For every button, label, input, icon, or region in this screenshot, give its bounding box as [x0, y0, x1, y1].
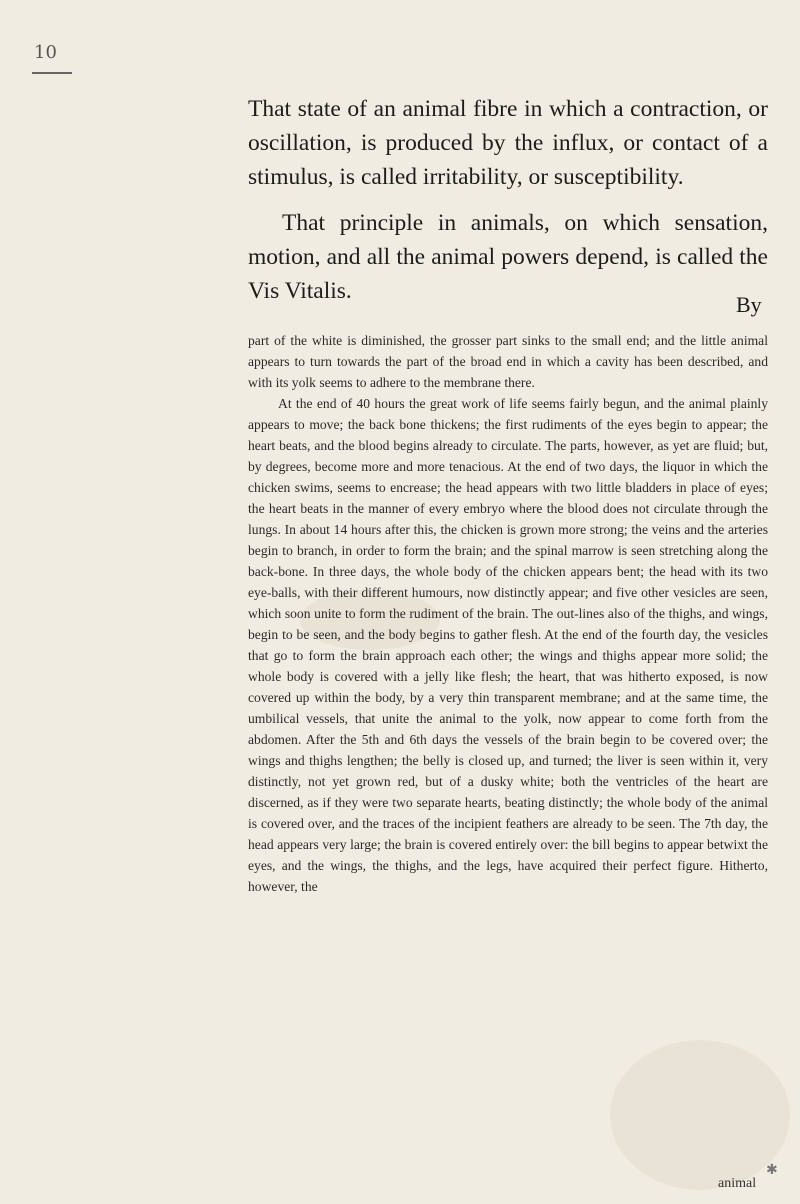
- definition-vis-vitalis: That principle in animals, on which sensation, motion, and all the animal powers depend, is called the Vis Vitalis.: [248, 210, 768, 304]
- small-print-body: [248, 330, 768, 897]
- definition-irritability: That state of an animal fibre in which a contraction, or oscillation, is produced by the influx, or contact of a stimulus, is called irritability, or susceptibility.: [248, 96, 768, 190]
- bottom-catchword: animal: [718, 1176, 757, 1191]
- page-background-stain: [610, 1040, 790, 1190]
- body-paragraph-2: At the end of 40 hours the great work of life seems fairly begun, and the animal plainly appears to move; the back bone thickens; the first rudiments of the eyes begin to appear; the heart beats, and the blood begins already to circulate. The parts, however, as yet are fluid; but, by degrees, become more and more tenacious. At the end of two days, the liquor in which the chicken swims, seems to encrease; the head appears with two little bladders in place of eyes; the heart beats in the manner of every embryo where the blood does not circulate through the lungs. In about 14 hours after this, the chicken is grown more strong; the veins and the arteries begin to branch, in order to form the brain; and the spinal marrow is seen stretching along the back-bone. In three days, the whole body of the chicken appears bent; the head with its two eye-balls, with their different humours, now distinctly appear; and five other vesicles are seen, which soon unite to form the rudiment of the brain. The out-lines also of the thighs, and wings, begin to be seen, and the body begins to gather flesh. At the end of the fourth day, the vesicles that go to form the brain approach each other; the wings and thighs appear more solid; the whole body is covered with a jelly like flesh; the heart, that was hitherto exposed, is now covered up within the body, by a very thin transparent membrane; and at the same time, the umbilical vessels, that unite the animal to the yolk, now appear to come forth from the abdomen. After the 5th and 6th days the vessels of the brain begin to be covered over; the wings and thighs lengthen; the belly is closed up, and turned; the liver is seen within it, very distinctly, not yet grown red, but of a dusky white; both the ventricles of the heart are discerned, as if they were two separate hearts, beating distinctly; the whole body of the animal is covered over, and the traces of the incipient feathers are already to be seen. The 7th day, the head appears very large; the brain is covered entirely over: the bill begins to appear betwixt the eyes, and the wings, the thighs, and the legs, have acquired their perfect figure. Hitherto, however, the: [248, 396, 768, 894]
- page-number: 10: [34, 42, 57, 63]
- header-rule: [32, 72, 72, 74]
- margin-mark-icon: ✱: [766, 1162, 778, 1178]
- catchword: By: [736, 292, 762, 317]
- body-paragraph-1: part of the white is diminished, the grosser part sinks to the small end; and the little animal appears to turn towards the part of the broad end in which a cavity has been described, and with its yolk seems to adhere to the membrane there.: [248, 333, 768, 390]
